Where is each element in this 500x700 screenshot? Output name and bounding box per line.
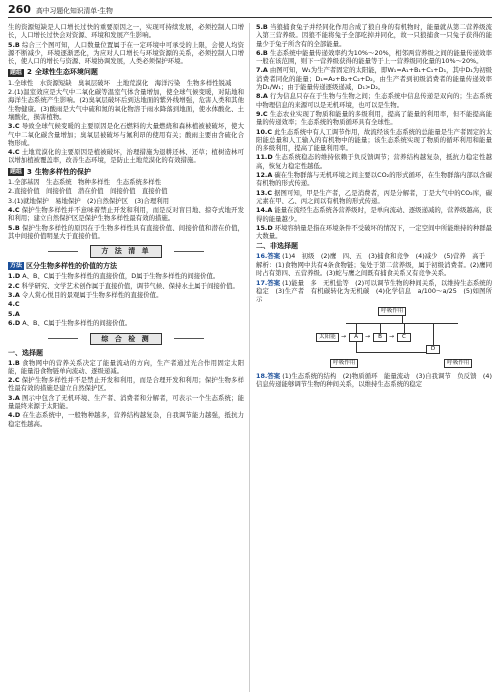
topic-tag: 题组 (10, 167, 23, 175)
column-divider (249, 23, 250, 692)
banner-rule (48, 251, 78, 252)
answer-number: 3.A (8, 393, 20, 402)
banner-rule (48, 338, 78, 339)
answer-number: 4.C (8, 300, 20, 309)
answer-number: 4.C (8, 205, 20, 214)
answer-item (8, 282, 244, 290)
answer-number: 13.C (256, 188, 273, 197)
answer-label: 16.答案 (256, 251, 281, 260)
diagram-connector (404, 324, 405, 333)
arrow-icon: → (389, 332, 395, 340)
answer-item (8, 411, 244, 428)
review-banner (66, 332, 186, 345)
diagram-label-respiration: 呼吸作用 (378, 307, 406, 316)
answer-number: 5.B (256, 23, 268, 31)
answer-item (256, 49, 492, 66)
answer-text: 能量在流经生态系统各营养级时，是单向流动、逐级递减的，营养级越高，获得的能量越少。 (256, 206, 492, 223)
answer-number: 5.B (8, 223, 20, 232)
topic-number: 2 (27, 68, 32, 77)
answer-text: 保护生物多样性的原因在于生物多样性具有直接价值、间接价值和潜在价值，其中间接价值明显大于直接价值。 (8, 223, 244, 240)
diagram-label-respiration-bottom: 呼吸作用 (330, 359, 358, 368)
answer-item (8, 310, 244, 318)
energy-flow-diagram (316, 307, 481, 369)
answer-item (8, 272, 244, 280)
answer-number: 12.A (256, 171, 273, 180)
answer-number: 3.A (8, 291, 20, 300)
book-title: 高中习题化知识清单·生物 (35, 7, 113, 15)
answer-text: (1)4 初级 (2)鹰 四、五 (3)捕食和竞争 (4)减少 (5)营养 高于 (282, 251, 485, 260)
answer-number: 1.D (8, 272, 21, 281)
diagram-node-a: A (349, 333, 363, 342)
answer-text: 碳在生物群落与无机环境之间主要以CO₂的形式循环，在生物群落内部以含碳有机物的形式传递。 (256, 171, 492, 188)
answer-item (256, 206, 492, 223)
answer-item (256, 110, 492, 127)
answer-number: 10.C (256, 127, 273, 136)
answer-line: 1.全部基因 生态系统 物种多样性 生态系统多样性 (8, 178, 162, 187)
answer-number: 5.A (8, 309, 20, 318)
answer-text: 令人赏心悦目的景观属于生物多样性的直接价值。 (21, 291, 163, 300)
answer-item (8, 394, 244, 411)
answer-number: 5.B (8, 40, 20, 49)
answer-item (256, 224, 492, 241)
topic-title: 全球性生态环境问题 (34, 68, 98, 77)
answer-item (8, 376, 244, 393)
diagram-node-b: B (373, 333, 387, 342)
diagram-connector (356, 342, 357, 352)
answer-number: 4.D (8, 411, 21, 420)
answer-item (256, 279, 492, 304)
answer-text: 土地荒漠化的主要原因是植被破坏，治理措施为退耕还林、还草；植树造林可以增加植被覆盖率，改善生态环境，是防止土地荒漠化的有效措施。 (8, 148, 244, 165)
answer-text: 在生态系统中，一般物种越多，营养结构越复杂，自我调节能力越强，抵抗力稳定性越高。 (8, 411, 244, 428)
answer-item (8, 224, 244, 241)
answer-item (256, 92, 492, 109)
answer-item (256, 189, 492, 206)
section-title: 一、选择题 (8, 349, 43, 358)
answer-item (256, 66, 492, 91)
arrow-icon: → (341, 332, 347, 340)
arrow-icon: → (365, 332, 371, 340)
answer-text: 图示中包含了无机环境、生产者、消费者和分解者，可表示一个生态系统；能量最终来源于太阳能。 (8, 393, 244, 410)
method-heading (8, 262, 244, 270)
diagram-label-respiration-right: 呼吸作用 (444, 359, 472, 368)
banner-rule (174, 251, 204, 252)
diagram-connector (346, 323, 458, 324)
answer-number: 14.A (256, 206, 273, 215)
answer-text: 由图可知，W₁为生产者固定的太阳能，即W₁=A₁+B₁+C₁+D₁，其中D₁为初级消费者同化的能量；D₁=A₂+B₂+C₂+D₂，由生产者到初级消费者的能量传递效率为D₁/W₁；由于能量传递逐级递减，D₁>D₂。 (256, 66, 492, 92)
topic-heading (8, 168, 244, 176)
answer-text: 食物网中的营养关系决定了能量流动的方向，生产者通过光合作用固定太阳能，能量沿食物链单向流动、逐级递减。 (8, 358, 244, 375)
topic-number: 3 (27, 167, 32, 176)
answer-number: 3.C (8, 122, 20, 131)
answer-number: 11.D (256, 153, 273, 162)
answer-text: A、B、C属于生物多样性的直接价值，D属于生物多样性的间接价值。 (22, 272, 220, 281)
diagram-connector (356, 352, 426, 353)
answer-line: 3.(1)就地保护 易地保护 (2)自然保护区 (3)合理利用 (8, 196, 170, 205)
answer-text: 保护生物多样性并不是禁止开发和利用，而是合理开发和利用；保护生物多样性最有效的措施是建立自然保护区。 (8, 376, 244, 393)
answer-text: A、B、C属于生物多样性的间接价值。 (22, 318, 132, 327)
page-number: 260 (8, 3, 31, 16)
topic-title: 生物多样性的保护 (34, 167, 91, 176)
answer-number: 9.C (256, 109, 268, 118)
answer-item (8, 319, 244, 327)
diagram-connector (356, 324, 357, 333)
right-column (256, 23, 492, 694)
method-title: 区分生物多样性的价值的方法 (26, 262, 118, 271)
answer-item (256, 23, 492, 48)
page-header (8, 4, 492, 18)
answer-item (8, 359, 244, 376)
answer-text: (1)生态系统的结构 (2)物质循环 能量流动 (3)自我调节 负反馈 (4)信息传递能够调节生物的种间关系，以维持生态系统的稳定 (256, 371, 492, 388)
intro-text: 生的资源短缺是人口增长过快的重要原因之一，实现可持续发展，必须控制人口增长，人口增长过快会对资源、环境和发展产生影响。 (8, 23, 244, 40)
answer-text: 生态农业实现了物质和能量的多级利用，提高了能量的利用率，但不能提高能量的传递效率；生态系统的物质循环具有全球性。 (256, 109, 492, 127)
answer-text: 科学研究、文学艺术创作属于直接价值，调节气候、保持水土属于间接价值。 (21, 281, 239, 290)
answer-label: 18.答案 (256, 371, 281, 380)
answer-line: 2.(1)温室效应是大气中二氧化碳等温室气体含量增加，使全球气候变暖，对陆地和海洋生态系统产生影响。(2)臭氧层破坏后到达地面的紫外线增强，危害人类和其他生物健康。(3)酸雨是大气中硫和氮的氧化物溶于雨水降落到地面，使水体酸化、土壤酸化，损害植物。 (8, 88, 244, 121)
answer-item (256, 171, 492, 188)
banner-rule (174, 338, 204, 339)
answer-text: (1)能量 多 无机盐等 (2)可以调节生物的种间关系，以维持生态系统的稳定 (3)生产者 有机碳转化为无机碳 (4)化学信息 a/100～a/25 (5)如图所示 (256, 278, 492, 304)
answer-item (8, 291, 244, 299)
answer-number: 7.A (256, 66, 268, 75)
answer-number: 2.C (8, 376, 20, 385)
answer-item (8, 122, 244, 147)
answer-number: 6.B (256, 48, 268, 57)
method-banner (66, 245, 186, 258)
answer-item (256, 372, 492, 389)
answer-text: 综合三个图可知，人口数量位置属于在一定环境中可承受的上限，会使人均资源不断减少，环境逐渐恶化，为应对人口增长与环境资源的关系，必须控制人口增长，使人口的增长与资源、环境协调发展，人类必须保护环境。 (8, 40, 244, 66)
answer-text: 当狼捕食兔子并经同化作用合成了狼自身的有机物时，能量就从第二营养级流入第三营养级。因狼不能将兔子全部吃掉并同化，故一只狼捕食一只兔子获得的能量少于兔子所含有的全部能量。 (256, 23, 492, 48)
answer-text: 导致全球气候变暖的主要原因是化石燃料的大量燃烧和森林植被被破坏，使大气中二氧化碳含量增加；臭氧层被破坏与氟利昂的使用有关；酸雨主要由含硫化合物形成。 (8, 122, 244, 147)
explanation-text: 解析：(1)食物网中共有4条食物链；兔处于第二营养级，属于初级消费者。(2)鹰同时占有第四、五营养级。(3)蛇与鹰之间既有捕食关系又有竞争关系。 (256, 261, 492, 278)
answer-number: 15.D (256, 223, 273, 232)
answer-line: 1.全球性 水资源短缺 臭氧层破坏 土地荒漠化 海洋污染 生物多样性锐减 (8, 78, 232, 87)
answer-item (256, 252, 492, 260)
diagram-connector (402, 315, 403, 323)
answer-item (8, 148, 244, 165)
answer-number: 4.C (8, 148, 20, 157)
answer-label: 17.答案 (256, 278, 281, 287)
diagram-node-sun: 太阳能 (316, 333, 339, 342)
method-tag: 方法 (10, 262, 23, 270)
answer-text: 行为信息只存在于生物与生物之间；生态系统中信息传递是双向的；生态系统中物理信息的来源可以是无机环境，也可以是生物。 (256, 92, 492, 109)
banner-title: 综 合 检 测 (90, 333, 161, 345)
topic-tag: 题组 (10, 68, 23, 76)
answer-text: 环境容纳量是指在环境条件不受破坏的情况下，一定空间中所能维持的种群最大数量。 (256, 223, 492, 241)
answer-text: 生态系统中能量传递效率约为10%～20%，相邻两营养级之间的能量传递效率一般在该范围，则下一营养级获得的能量等于上一营养级同化量的10%～20%。 (256, 48, 492, 66)
section-title: 二、非选择题 (256, 242, 298, 251)
left-column (8, 23, 244, 694)
diagram-node-c: C (397, 333, 411, 342)
answer-text: 据图可知，甲是生产者，乙是消费者，丙是分解者，丁是大气中的CO₂库，碳元素在甲、乙、丙之间以有机物的形式传递。 (256, 188, 492, 205)
topic-heading (8, 68, 244, 76)
diagram-connector (433, 324, 434, 345)
answer-item (8, 300, 244, 308)
answer-line: 2.直接价值 间接价值 潜在价值 间接价值 直接价值 (8, 187, 168, 196)
answer-number: 6.D (8, 318, 21, 327)
answer-item (256, 153, 492, 170)
answer-number: 8.A (256, 92, 268, 101)
answer-item (8, 41, 244, 66)
diagram-node-d: D (426, 345, 440, 354)
answer-text: 保护生物多样性并不意味着禁止开发和利用，而是反对盲目地、掠夺式地开发和利用；建立自然保护区是保护生物多样性最有效的措施。 (8, 205, 244, 223)
answer-number: 2.C (8, 281, 20, 290)
diagram-connector (380, 324, 381, 333)
answer-text: 此生态系统中有人工调节作用，故流经该生态系统的总能量是生产者固定的太阳能总量和人工输入的有机物中的能量；该生态系统实现了物质的循环利用和能量的多级利用，提高了能量利用率。 (256, 127, 492, 153)
answer-item (256, 128, 492, 153)
answer-number: 1.B (8, 358, 20, 367)
answer-text: 生态系统稳态的维持依赖于负反馈调节；营养结构越复杂，抵抗力稳定性越高，恢复力稳定性越低。 (256, 153, 492, 170)
answer-item (8, 206, 244, 223)
banner-title: 方 法 清 单 (90, 245, 161, 257)
